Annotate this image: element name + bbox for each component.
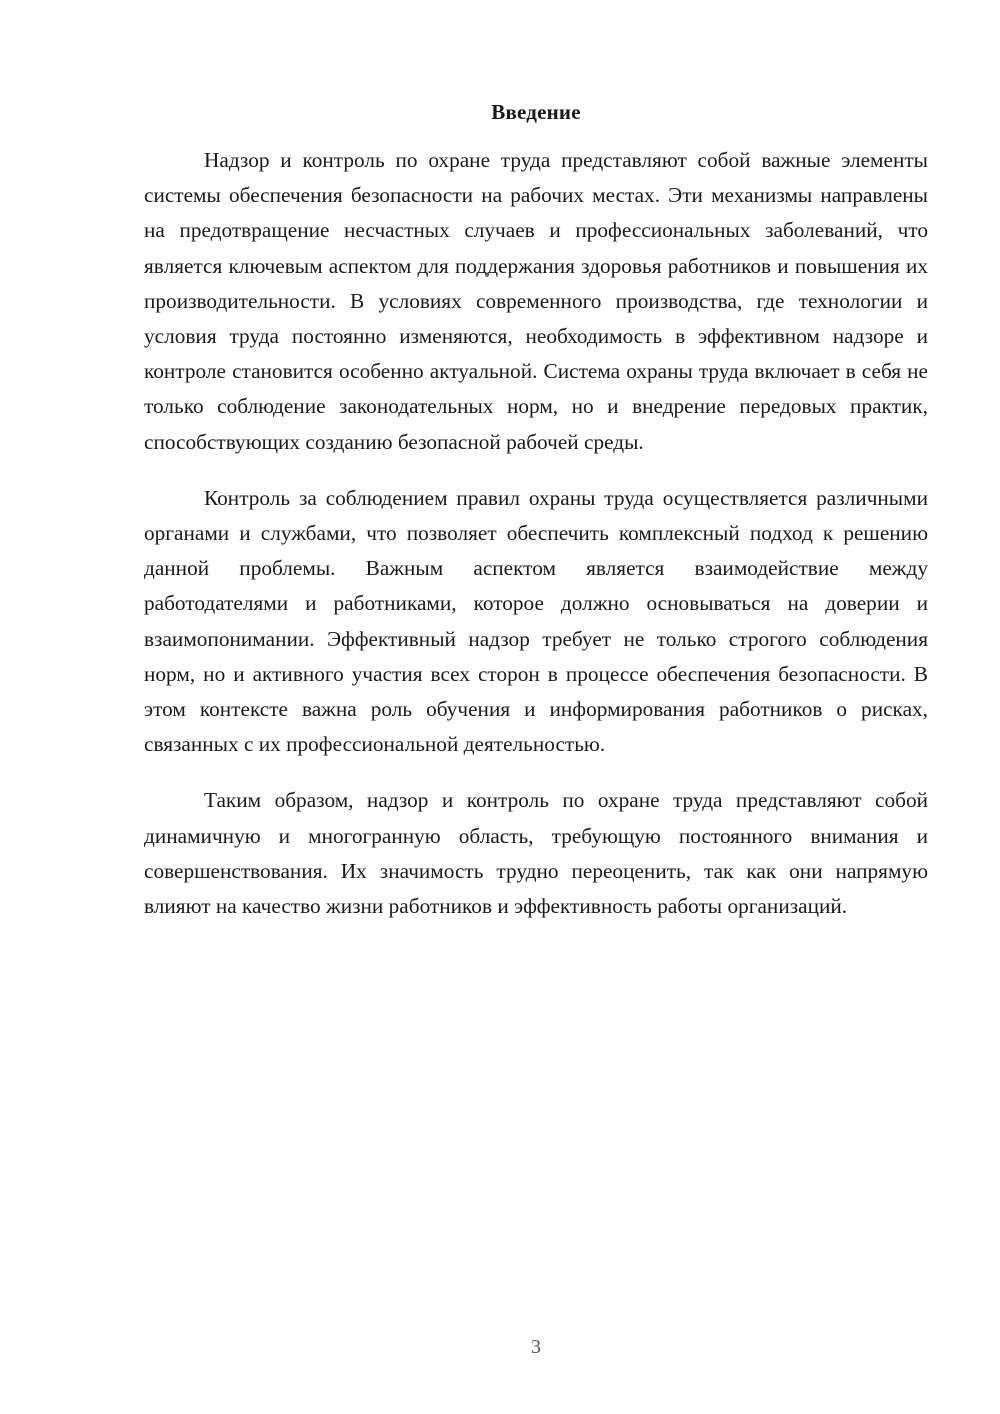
page-number: 3 [531,1336,541,1358]
paragraph: Надзор и контроль по охране труда представляют собой важные элементы системы обеспечения безопасности на рабочих местах. Эти механизмы направлены на предотвращение несчастных случаев и профессиональных заболеваний, что является ключевым аспектом для поддержания здоровья работников и повышения их производительности. В условиях современного производства, где технологии и условия труда постоянно изменяются, необходимость в эффективном надзоре и контроле становится особенно актуальной. Система охраны труда включает в себя не только соблюдение законодательных норм, но и внедрение передовых практик, способствующих созданию безопасной рабочей среды. [144,148,928,454]
paragraph: Таким образом, надзор и контроль по охране труда представляют собой динамичную и многогранную область, требующую постоянного внимания и совершенствования. Их значимость трудно переоценить, так как они напрямую влияют на качество жизни работников и эффективность работы организаций. [144,788,928,919]
body-text [144,143,928,924]
section-title: Введение [491,100,581,124]
paragraph: Контроль за соблюдением правил охраны труда осуществляется различными органами и службами, что позволяет обеспечить комплексный подход к решению данной проблемы. Важным аспектом является взаимодействие между работодателями и работниками, которое должно основываться на доверии и взаимопонимании. Эффективный надзор требует не только строгого соблюдения норм, но и активного участия всех сторон в процессе обеспечения безопасности. В этом контексте важна роль обучения и информирования работников о рисках, связанных с их профессиональной деятельностью. [144,485,928,757]
